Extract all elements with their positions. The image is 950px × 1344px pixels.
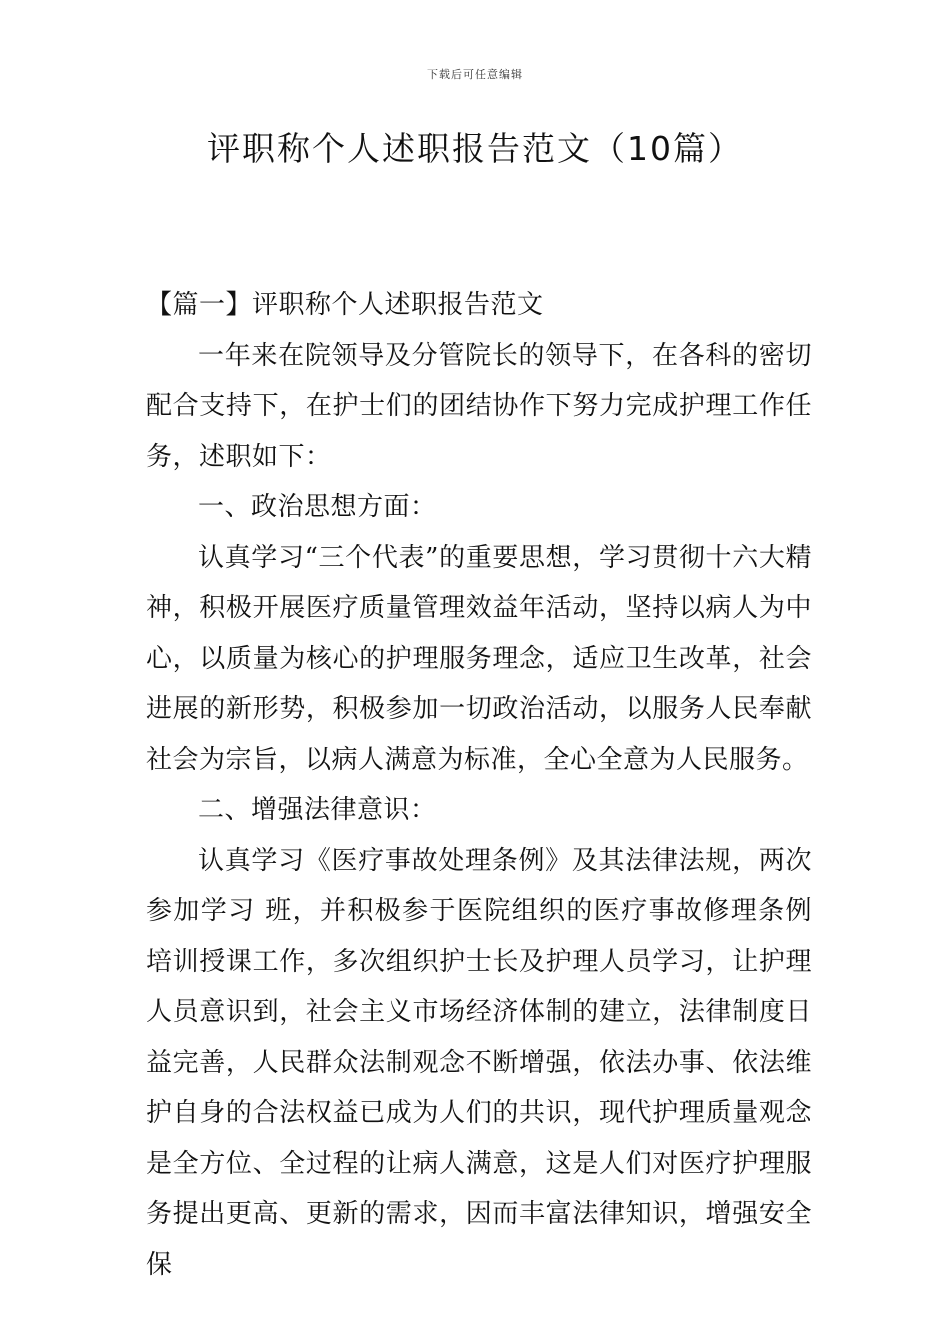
paragraph-politics: 认真学习“三个代表”的重要思想，学习贯彻十六大精神，积极开展医疗质量管理效益年活动，坚持以病人为中心，以质量为核心的护理服务理念，适应卫生改革，社会进展的新形势，积极参加一切政治活动，以服务人民奉献社会为宗旨，以病人满意为标准，全心全意为人民服务。 [146,542,812,775]
paragraph-intro: 一年来在院领导及分管院长的领导下，在各科的密切配合支持下，在护士们的团结协作下努力完成护理工作任务，述职如下： [146,340,812,472]
section-heading: 【篇一】评职称个人述职报告范文 [146,290,544,320]
document-body [146,280,812,1290]
document-title: 评职称个人述职报告范文（10篇） [207,129,743,168]
paragraph-law: 认真学习《医疗事故处理条例》及其法律法规，两次参加学习 班，并积极参于医院组织的医疗事故修理条例培训授课工作，多次组织护士长及护理人员学习，让护理人员意识到，社会主义市场经济体制的建立，法律制度日益完善，人民群众法制观念不断增强，依法办事、依法维护自身的合法权益已成为人们的共识，现代护理质量观念是全方位、全过程的让病人满意，这是人们对医疗护理服务提出更高、更新的需求，因而丰富法律知识，增强安全保 [146,845,812,1280]
subheading-law: 二、增强法律意识： [198,795,437,825]
subheading-politics: 一、政治思想方面： [198,492,437,522]
header-note: 下载后可任意编辑 [427,68,523,81]
